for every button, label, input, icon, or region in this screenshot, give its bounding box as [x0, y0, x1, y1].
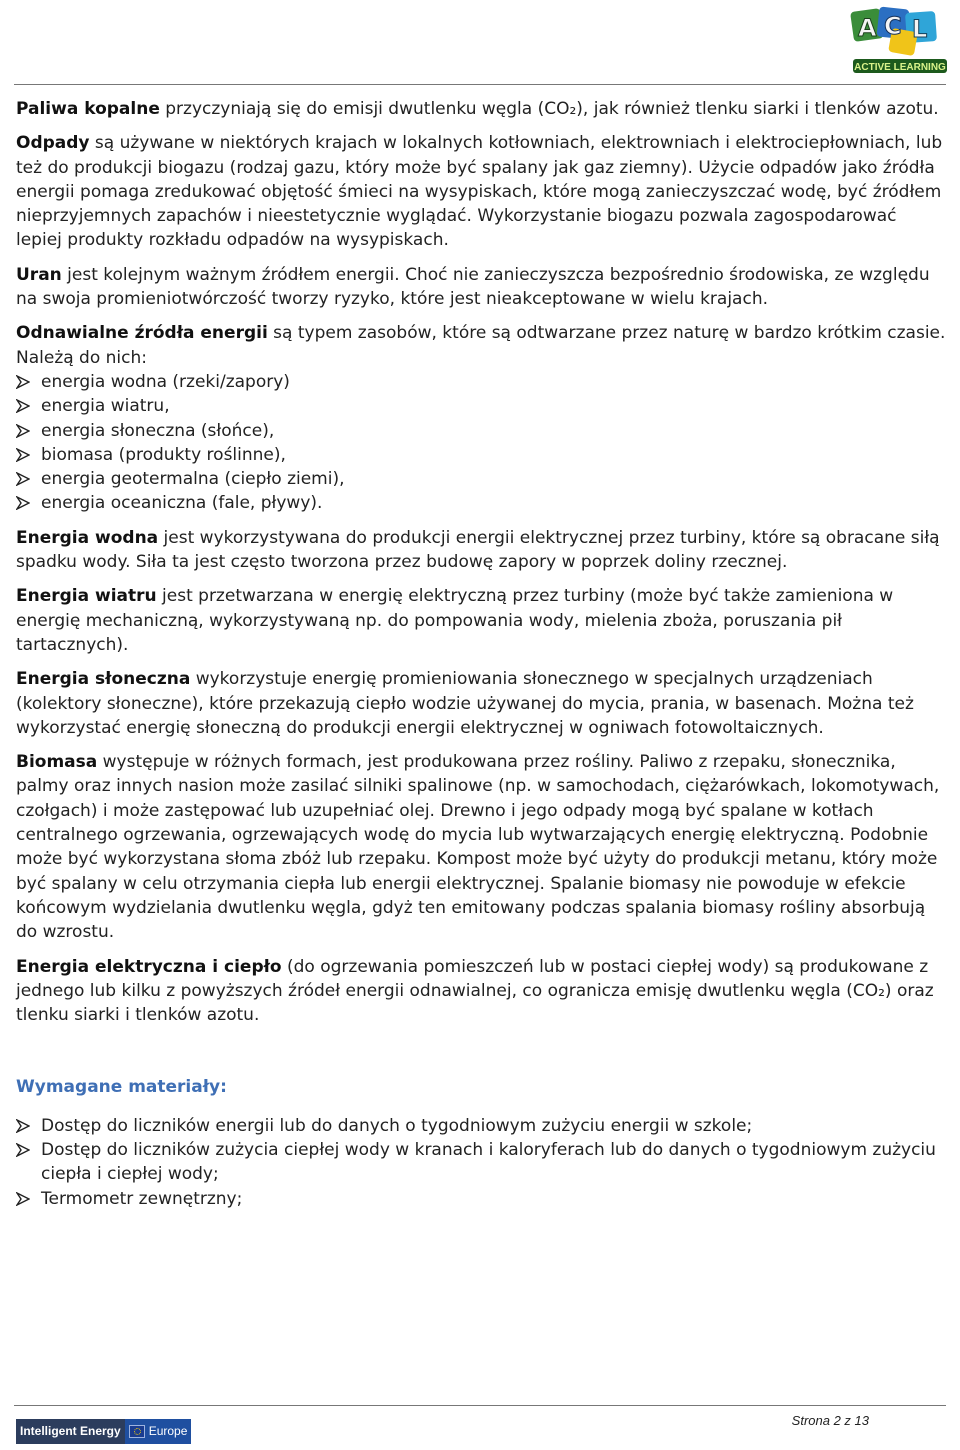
list-item-text: energia oceaniczna (fale, pływy). — [41, 493, 323, 514]
renewables-list — [16, 370, 946, 516]
list-item — [16, 394, 946, 418]
list-item-text: Dostęp do liczników energii lub do danych o tygodniowym zużyciu energii w szkole; — [41, 1115, 753, 1136]
paragraph-text: (do ogrzewania pomieszczeń lub w postaci ciepłej wody) są produkowane z jednego lub kilku z powyższych źródeł energii odnawialnej, co ogranicza emisję dwutlenku węgla (CO₂) oraz tlenku siarki i tlenków azotu. — [16, 956, 934, 1026]
list-item — [16, 467, 946, 491]
term-waste: Odpady — [16, 133, 90, 154]
svg-text:A: A — [858, 14, 877, 42]
term-electricity-heat: Energia elektryczna i ciepło — [16, 956, 282, 977]
arrow-bullet-icon — [16, 1192, 30, 1206]
list-item — [16, 1138, 946, 1187]
list-item-text: energia wiatru, — [41, 396, 170, 417]
paragraph-solar — [16, 667, 946, 740]
materials-list — [16, 1114, 946, 1211]
document-body — [16, 97, 946, 1221]
term-fossil-fuels: Paliwa kopalne — [16, 99, 160, 119]
list-item — [16, 419, 946, 443]
paragraph-hydro — [16, 526, 946, 575]
intelligent-energy-logo — [16, 1419, 196, 1444]
term-hydro: Energia wodna — [16, 527, 159, 548]
footer-logo-left: Intelligent Energy — [16, 1419, 125, 1444]
paragraph-text: są używane w niektórych krajach w lokalnych kotłowniach, elektrowniach i elektrociepłowniach, lub też do produkcji biogazu (rodzaj gazu, który może być spalany jak gaz ziemny). Użycie odpadów jako źródła energii pomaga zredukować objętość śmieci na wysypiskach, które mogą zanieczyszczać wodę, być źródłem nieprzyjemnych zapachów i nieestetycznie wyglądać. Wykorzystanie biogazu pozwala zagospodarować lepiej produkty rozkładu odpadów na wysypiskach. — [16, 133, 943, 251]
paragraph-text: przyczyniają się do emisji dwutlenku węgla (CO₂), jak również tlenku siarki i tlenków azotu. — [159, 99, 939, 119]
footer-rule — [14, 1405, 946, 1406]
arrow-bullet-icon — [16, 496, 30, 510]
paragraph-text: występuje w różnych formach, jest produkowana przez rośliny. Paliwo z rzepaku, słonecznika, palmy oraz innych nasion może zasilać silniki spalinowe (np. w samochodach, ciężarówkach, lokomotywach, czołgach) i może zastępować lub uzupełniać olej. Drewno i jego odpady mogą być spalane w kotłach centralnego ogrzewania, ogrzewających wodę do mycia lub wytwarzających energię elektryczną. Podobnie może być wykorzystana słoma zbóż lub rzepaku. Kompost może być użyty do produkcji metanu, który może być spalany w celu otrzymania ciepła lub energii elektrycznej. Spalanie biomasy nie powoduje w efekcie końcowym wydzielania dwutlenku węgla, gdyż ten emitowany podczas spalania biomasy rośliny absorbują do wzrostu. — [16, 752, 940, 943]
svg-text:C: C — [884, 12, 902, 40]
paragraph-wind — [16, 584, 946, 657]
arrow-bullet-icon — [16, 424, 30, 438]
header-rule — [14, 84, 946, 85]
paragraph-text: wykorzystuje energię promieniowania słonecznego w specjalnych urządzeniach (kolektory słoneczne), które przekazują ciepło wodzie używanej do mycia, prania, w basenach. Można też wykorzystać energię słoneczną do produkcji energii elektrycznej w ogniwach fotowoltaicznych. — [16, 669, 914, 738]
footer-logo-right-block — [125, 1419, 192, 1444]
logo-caption: ACTIVE LEARNING — [854, 62, 946, 73]
list-item — [16, 1187, 946, 1211]
list-item-text: Termometr zewnętrzny; — [41, 1188, 243, 1209]
paragraph-uranium — [16, 263, 946, 312]
list-item — [16, 370, 946, 394]
paragraph-text: jest kolejnym ważnym źródłem energii. Choć nie zanieczyszcza bezpośrednio środowiska, ze względu na swoja promieniotwórczość tworzy ryzyko, które jest nieakceptowane w wielu krajach. — [16, 264, 930, 310]
paragraph-text: jest wykorzystywana do produkcji energii elektrycznej przez turbiny, które są obracane siłą spadku wody. Siła ta jest często tworzona przez budowę zapory w poprzek doliny rzecznej. — [16, 527, 940, 573]
list-item — [16, 491, 946, 515]
paragraph-waste — [16, 131, 946, 252]
arrow-bullet-icon — [16, 375, 30, 389]
list-item-text: biomasa (produkty roślinne), — [41, 444, 286, 465]
page-number: Strona 2 z 13 — [791, 1413, 869, 1428]
footer-logo-right: Europe — [148, 1424, 188, 1438]
svg-text:L: L — [912, 15, 928, 43]
paragraph-text: jest przetwarzana w energię elektryczną przez turbiny (może być także zamieniona w energię mechaniczną, wykorzystywaną np. do pompowania wody, mielenia zboża, poruszania pił tartacznych). — [16, 586, 894, 655]
arrow-bullet-icon — [16, 448, 30, 462]
paragraph-electricity-heat — [16, 955, 946, 1028]
term-wind: Energia wiatru — [16, 586, 157, 607]
list-item-text: Dostęp do liczników zużycia ciepłej wody w kranach i kaloryferach lub do danych o tygodniowym zużyciu ciepła i ciepłej wody; — [41, 1139, 936, 1185]
arrow-bullet-icon — [16, 399, 30, 413]
list-item-text: energia geotermalna (ciepło ziemi), — [41, 469, 345, 490]
term-solar: Energia słoneczna — [16, 669, 191, 690]
term-uranium: Uran — [16, 264, 62, 285]
arrow-bullet-icon — [16, 472, 30, 486]
paragraph-text: są typem zasobów, które są odtwarzane przez naturę w bardzo krótkim czasie. Należą do nich: — [16, 323, 946, 368]
eu-flag-icon — [129, 1425, 145, 1438]
arrow-bullet-icon — [16, 1119, 30, 1133]
list-item — [16, 443, 946, 467]
list-item — [16, 1114, 946, 1138]
list-item-text: energia wodna (rzeki/zapory) — [41, 371, 290, 392]
term-biomass: Biomasa — [16, 752, 98, 773]
arrow-bullet-icon — [16, 1143, 30, 1157]
paragraph-biomass — [16, 750, 946, 944]
materials-heading: Wymagane materiały: — [16, 1077, 227, 1098]
paragraph-fossil-fuels — [16, 97, 946, 121]
list-item-text: energia słoneczna (słońce), — [41, 420, 275, 441]
active-learning-logo — [850, 4, 950, 78]
paragraph-renewables — [16, 321, 946, 370]
term-renewables: Odnawialne źródła energii — [16, 323, 268, 344]
